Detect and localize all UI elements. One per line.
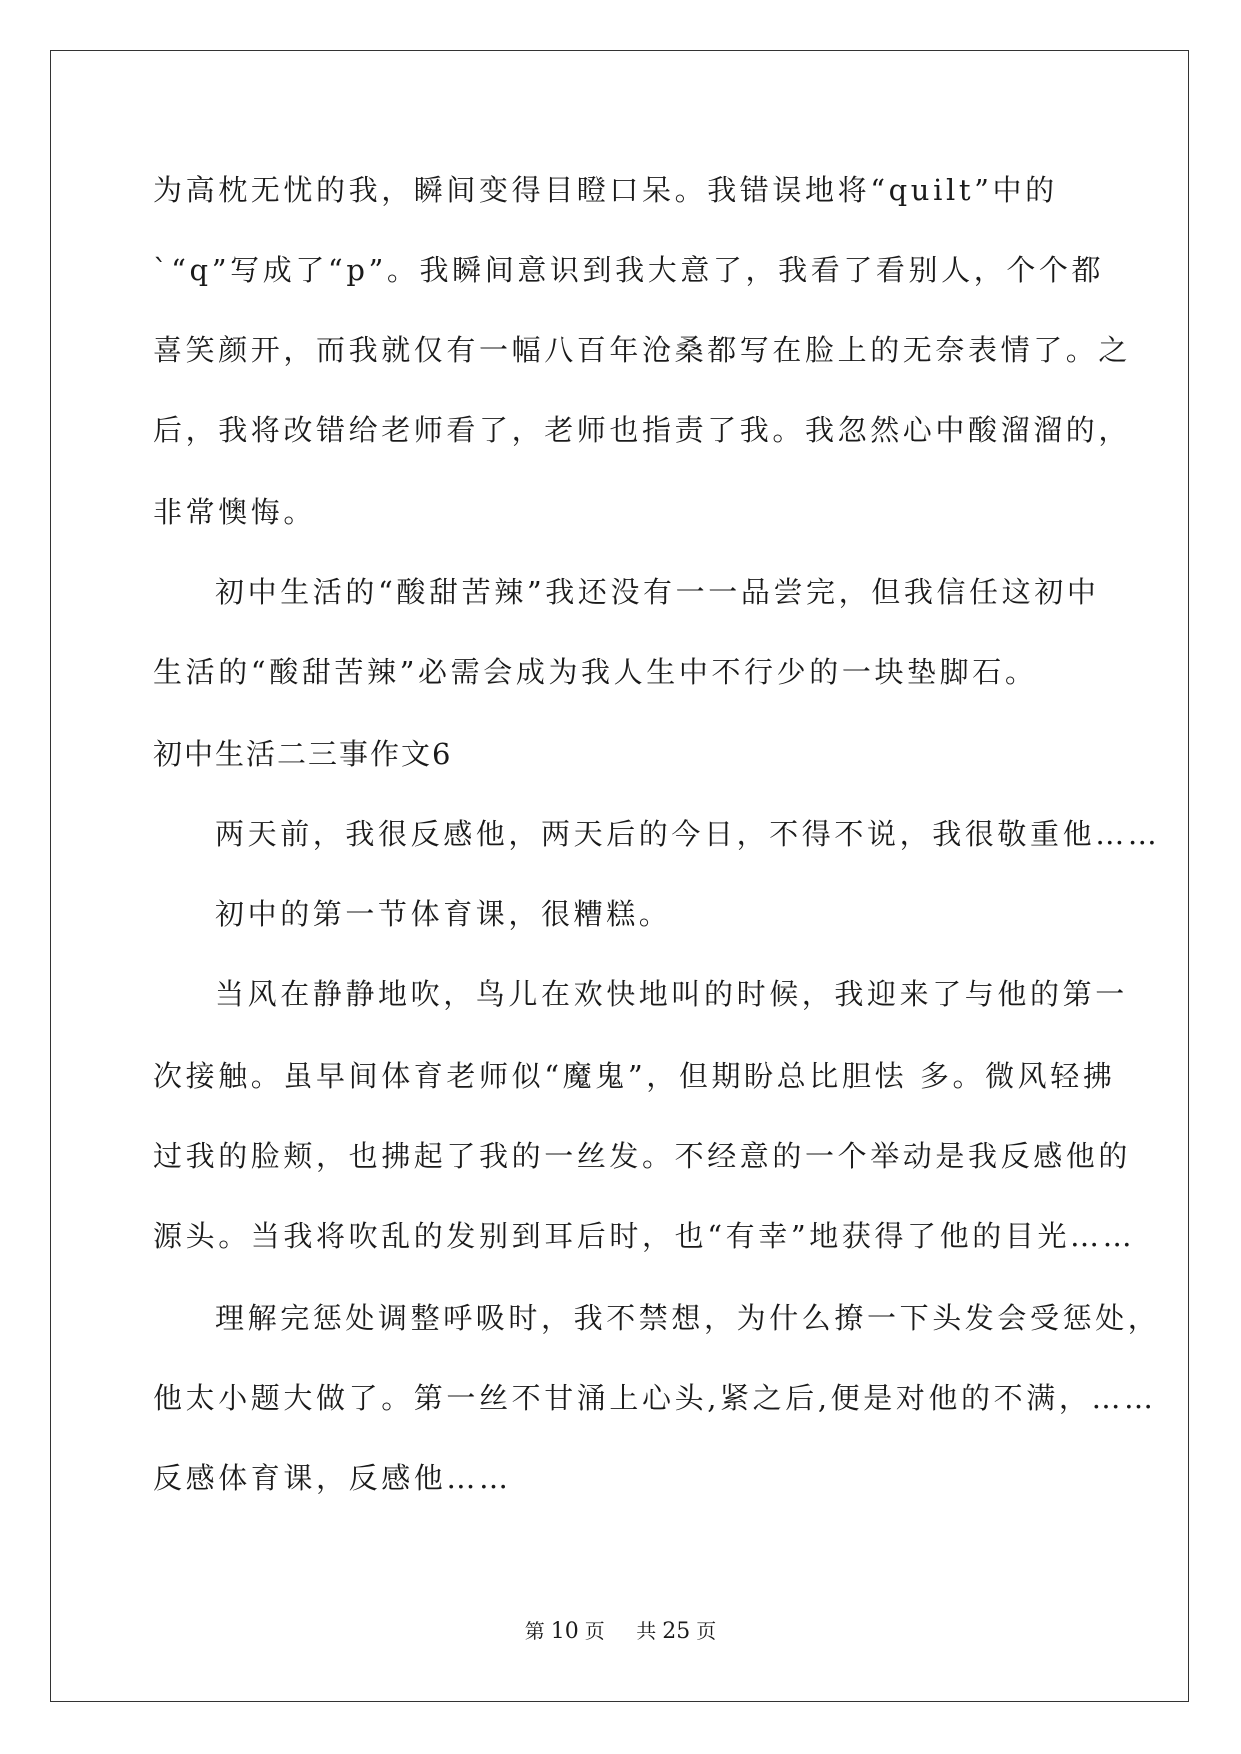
page-total: 25 — [662, 1619, 691, 1644]
total-unit: 页 — [696, 1619, 717, 1643]
body-line: 过我的脸颊，也拂起了我的一丝发。不经意的一个举动是我反感他的 — [153, 1139, 1132, 1173]
page-current: 10 — [550, 1619, 579, 1644]
body-line: 源头。当我将吹乱的发别到耳后时，也“有幸”地获得了他的目光…… — [153, 1219, 1136, 1253]
body-line: 为高枕无忧的我，瞬间变得目瞪口呆。我错误地将“quilt”中的 — [153, 173, 1058, 207]
total-prefix: 共 — [636, 1619, 657, 1643]
body-line: 非常懊悔。 — [153, 495, 317, 529]
body-line: 他太小题大做了。第一丝不甘涌上心头,紧之后,便是对他的不满，…… — [153, 1381, 1157, 1415]
section-heading: 初中生活二三事作文6 — [153, 737, 453, 771]
page-prefix: 第 — [524, 1619, 545, 1643]
body-line: 初中生活的“酸甜苦辣”我还没有一一品尝完，但我信任这初中 — [215, 575, 1100, 609]
body-line: 初中的第一节体育课，很糟糕。 — [215, 897, 672, 931]
body-line: 当风在静静地吹，鸟儿在欢快地叫的时候，我迎来了与他的第一 — [215, 977, 1128, 1011]
page-unit: 页 — [584, 1619, 605, 1643]
body-line: 生活的“酸甜苦辣”必需会成为我人生中不行少的一块垫脚石。 — [153, 655, 1038, 689]
page-footer — [0, 1618, 1241, 1645]
body-line: 次接触。虽早间体育老师似“魔鬼”，但期盼总比胆怯 多。微风轻拂 — [153, 1059, 1116, 1093]
body-line: 两天前，我很反感他，两天后的今日，不得不说，我很敬重他…… — [215, 817, 1161, 851]
body-line: 反感体育课，反感他…… — [153, 1461, 512, 1495]
body-line: 理解完惩处调整呼吸时，我不禁想，为什么撩一下头发会受惩处， — [215, 1301, 1161, 1335]
body-line: `“q”写成了“p”。我瞬间意识到我大意了，我看了看别人，个个都 — [153, 253, 1105, 287]
body-line: 喜笑颜开，而我就仅有一幅八百年沧桑都写在脸上的无奈表情了。之 — [153, 333, 1132, 367]
body-line: 后，我将改错给老师看了，老师也指责了我。我忽然心中酸溜溜的， — [153, 413, 1132, 447]
page-border — [50, 50, 1189, 1702]
